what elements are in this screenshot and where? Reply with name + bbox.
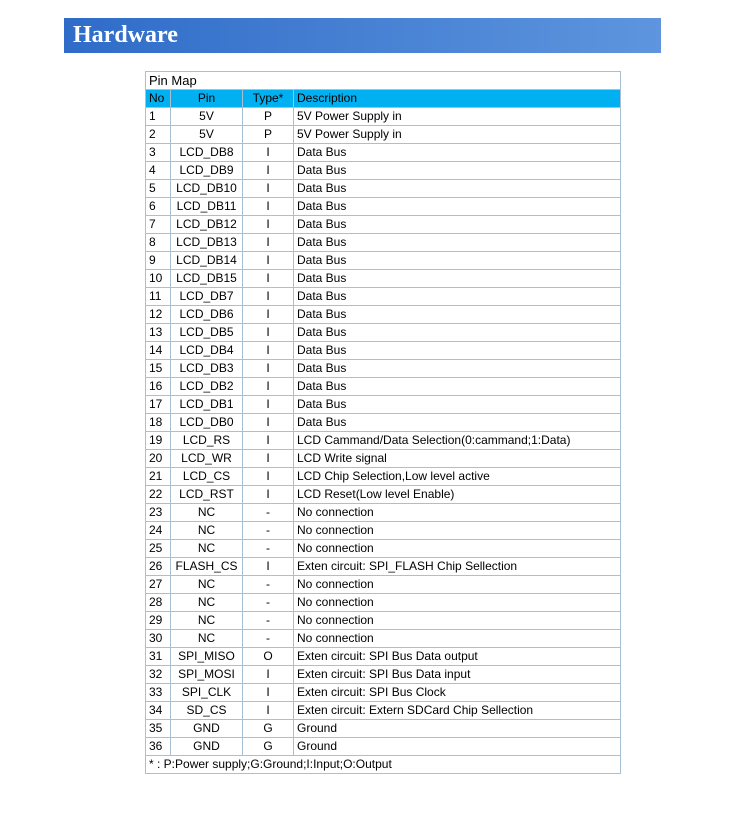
cell-pin: LCD_DB8 [171,144,243,162]
cell-pin: NC [171,504,243,522]
cell-type: I [243,324,294,342]
cell-desc: LCD Reset(Low level Enable) [294,486,621,504]
cell-pin: LCD_CS [171,468,243,486]
cell-no: 6 [146,198,171,216]
cell-pin: LCD_DB9 [171,162,243,180]
cell-no: 36 [146,738,171,756]
cell-desc: Data Bus [294,306,621,324]
table-row [146,126,621,144]
cell-no: 11 [146,288,171,306]
cell-pin: GND [171,738,243,756]
cell-type: I [243,360,294,378]
table-title-row [146,72,621,90]
cell-type: I [243,684,294,702]
table-row [146,504,621,522]
table-row [146,648,621,666]
cell-type: I [243,234,294,252]
cell-type: G [243,738,294,756]
table-row [146,342,621,360]
cell-no: 27 [146,576,171,594]
cell-type: - [243,504,294,522]
pin-map-table-grid [145,71,621,774]
cell-desc: No connection [294,630,621,648]
table-row [146,180,621,198]
cell-no: 12 [146,306,171,324]
table-header-row [146,90,621,108]
cell-desc: LCD Cammand/Data Selection(0:cammand;1:Data) [294,432,621,450]
cell-no: 18 [146,414,171,432]
table-row [146,288,621,306]
cell-no: 24 [146,522,171,540]
table-row [146,378,621,396]
cell-type: O [243,648,294,666]
cell-desc: Exten circuit: SPI Bus Data input [294,666,621,684]
cell-pin: 5V [171,108,243,126]
column-header-type: Type* [243,90,294,108]
cell-pin: NC [171,540,243,558]
cell-no: 34 [146,702,171,720]
cell-no: 30 [146,630,171,648]
banner-title: Hardware [73,22,178,48]
cell-desc: Data Bus [294,324,621,342]
table-row [146,432,621,450]
cell-type: G [243,720,294,738]
cell-desc: No connection [294,522,621,540]
cell-type: P [243,126,294,144]
table-row [146,630,621,648]
cell-type: I [243,216,294,234]
cell-type: - [243,630,294,648]
table-row [146,540,621,558]
table-row [146,702,621,720]
cell-pin: LCD_RST [171,486,243,504]
cell-no: 3 [146,144,171,162]
table-row [146,306,621,324]
cell-desc: Data Bus [294,360,621,378]
cell-no: 1 [146,108,171,126]
cell-desc: LCD Chip Selection,Low level active [294,468,621,486]
cell-type: I [243,198,294,216]
cell-no: 13 [146,324,171,342]
cell-pin: GND [171,720,243,738]
table-row [146,108,621,126]
cell-no: 4 [146,162,171,180]
cell-no: 20 [146,450,171,468]
table-row [146,216,621,234]
cell-type: I [243,468,294,486]
cell-type: I [243,180,294,198]
cell-type: I [243,558,294,576]
cell-type: - [243,522,294,540]
cell-desc: LCD Write signal [294,450,621,468]
cell-pin: LCD_RS [171,432,243,450]
table-row [146,144,621,162]
cell-type: I [243,486,294,504]
cell-pin: LCD_DB3 [171,360,243,378]
cell-no: 15 [146,360,171,378]
cell-desc: 5V Power Supply in [294,108,621,126]
cell-type: I [243,342,294,360]
cell-type: I [243,288,294,306]
table-row [146,558,621,576]
cell-no: 32 [146,666,171,684]
table-row [146,468,621,486]
cell-type: - [243,540,294,558]
table-footnote-row [146,756,621,774]
table-footnote: * : P:Power supply;G:Ground;I:Input;O:Output [146,756,621,774]
cell-desc: Data Bus [294,414,621,432]
cell-type: I [243,396,294,414]
cell-type: I [243,432,294,450]
table-row [146,738,621,756]
cell-pin: LCD_WR [171,450,243,468]
cell-pin: LCD_DB2 [171,378,243,396]
cell-desc: Exten circuit: SPI_FLASH Chip Sellection [294,558,621,576]
table-row [146,324,621,342]
cell-type: I [243,414,294,432]
cell-desc: Ground [294,720,621,738]
cell-no: 8 [146,234,171,252]
cell-no: 28 [146,594,171,612]
cell-no: 10 [146,270,171,288]
cell-no: 19 [146,432,171,450]
cell-no: 17 [146,396,171,414]
cell-type: I [243,144,294,162]
cell-no: 2 [146,126,171,144]
table-row [146,666,621,684]
cell-desc: Data Bus [294,234,621,252]
cell-pin: SPI_MISO [171,648,243,666]
cell-desc: Data Bus [294,198,621,216]
cell-desc: Data Bus [294,270,621,288]
table-row [146,414,621,432]
table-row [146,234,621,252]
cell-desc: Data Bus [294,252,621,270]
cell-pin: LCD_DB1 [171,396,243,414]
cell-type: I [243,378,294,396]
cell-no: 25 [146,540,171,558]
cell-pin: NC [171,612,243,630]
cell-type: I [243,252,294,270]
cell-type: I [243,666,294,684]
cell-desc: Data Bus [294,180,621,198]
table-row [146,360,621,378]
pin-map-table [145,71,620,774]
cell-desc: Ground [294,738,621,756]
table-row [146,396,621,414]
table-row [146,252,621,270]
cell-type: I [243,306,294,324]
cell-pin: LCD_DB5 [171,324,243,342]
table-row [146,162,621,180]
cell-pin: FLASH_CS [171,558,243,576]
table-row [146,486,621,504]
cell-pin: LCD_DB10 [171,180,243,198]
cell-desc: Data Bus [294,144,621,162]
cell-desc: Data Bus [294,342,621,360]
cell-type: - [243,576,294,594]
table-row [146,450,621,468]
column-header-no: No [146,90,171,108]
cell-desc: Data Bus [294,288,621,306]
cell-type: I [243,450,294,468]
cell-pin: NC [171,630,243,648]
cell-pin: LCD_DB12 [171,216,243,234]
cell-pin: NC [171,522,243,540]
table-row [146,612,621,630]
cell-no: 7 [146,216,171,234]
cell-pin: LCD_DB7 [171,288,243,306]
cell-type: P [243,108,294,126]
cell-pin: LCD_DB15 [171,270,243,288]
hardware-banner [64,18,661,53]
cell-pin: LCD_DB6 [171,306,243,324]
cell-no: 5 [146,180,171,198]
cell-desc: No connection [294,576,621,594]
cell-pin: SPI_MOSI [171,666,243,684]
cell-desc: Data Bus [294,162,621,180]
cell-pin: SD_CS [171,702,243,720]
cell-type: I [243,162,294,180]
column-header-description: Description [294,90,621,108]
cell-pin: SPI_CLK [171,684,243,702]
cell-desc: No connection [294,612,621,630]
cell-pin: LCD_DB4 [171,342,243,360]
cell-pin: NC [171,594,243,612]
cell-no: 23 [146,504,171,522]
cell-desc: Exten circuit: Extern SDCard Chip Sellection [294,702,621,720]
table-title: Pin Map [146,72,621,90]
cell-no: 35 [146,720,171,738]
cell-no: 26 [146,558,171,576]
cell-no: 14 [146,342,171,360]
cell-type: - [243,594,294,612]
table-row [146,684,621,702]
cell-no: 33 [146,684,171,702]
cell-desc: Data Bus [294,216,621,234]
cell-type: I [243,270,294,288]
cell-no: 22 [146,486,171,504]
cell-no: 31 [146,648,171,666]
cell-desc: Data Bus [294,378,621,396]
cell-desc: No connection [294,504,621,522]
cell-type: I [243,702,294,720]
cell-pin: LCD_DB11 [171,198,243,216]
cell-pin: 5V [171,126,243,144]
cell-pin: NC [171,576,243,594]
cell-no: 16 [146,378,171,396]
table-row [146,270,621,288]
table-row [146,720,621,738]
cell-no: 21 [146,468,171,486]
cell-desc: No connection [294,594,621,612]
cell-desc: Exten circuit: SPI Bus Data output [294,648,621,666]
cell-desc: Data Bus [294,396,621,414]
table-row [146,576,621,594]
cell-desc: Exten circuit: SPI Bus Clock [294,684,621,702]
column-header-pin: Pin [171,90,243,108]
cell-type: - [243,612,294,630]
cell-desc: 5V Power Supply in [294,126,621,144]
cell-pin: LCD_DB13 [171,234,243,252]
cell-pin: LCD_DB14 [171,252,243,270]
table-row [146,198,621,216]
cell-no: 29 [146,612,171,630]
cell-desc: No connection [294,540,621,558]
table-row [146,522,621,540]
table-row [146,594,621,612]
cell-pin: LCD_DB0 [171,414,243,432]
cell-no: 9 [146,252,171,270]
